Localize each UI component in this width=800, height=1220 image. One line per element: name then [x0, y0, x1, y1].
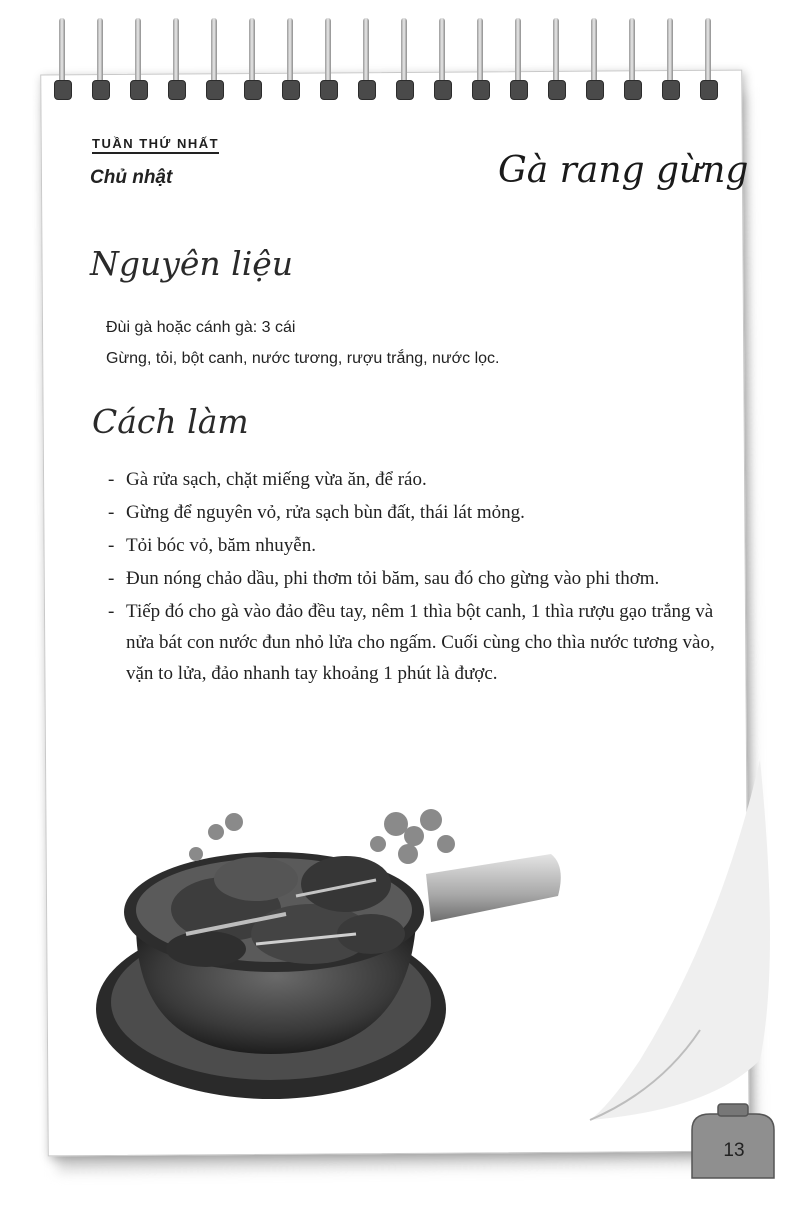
step-text: Đun nóng chảo dầu, phi thơm tỏi băm, sau đó cho gừng vào phi thơm. — [126, 568, 660, 589]
binding-ring — [660, 18, 680, 108]
page-curl — [560, 760, 790, 1130]
binding-ring — [128, 18, 148, 108]
page-number: 13 — [723, 1140, 745, 1161]
binding-ring — [622, 18, 642, 108]
dish-title: Gà rang gừng — [498, 150, 749, 191]
binding-ring — [280, 18, 300, 108]
binding-ring — [698, 18, 718, 108]
step-bullet: - — [108, 469, 115, 490]
ingredient-item: Gừng, tỏi, bột canh, nước tương, rượu trắng, nước lọc. — [106, 350, 500, 367]
spiral-binding — [52, 18, 732, 108]
method-heading: Cách làm — [92, 402, 249, 441]
step-text: Tỏi bóc vỏ, băm nhuyễn. — [126, 535, 316, 556]
binding-ring — [318, 18, 338, 108]
binding-ring — [52, 18, 72, 108]
step-bullet: - — [108, 502, 115, 523]
week-label: TUẦN THỨ NHẤT — [92, 136, 219, 154]
binding-ring — [432, 18, 452, 108]
binding-ring — [166, 18, 186, 108]
step-bullet: - — [108, 601, 115, 622]
binding-ring — [204, 18, 224, 108]
step-bullet: - — [108, 568, 115, 589]
step-bullet: - — [108, 535, 115, 556]
step-text: Gừng để nguyên vỏ, rửa sạch bùn đất, thái lát mỏng. — [126, 502, 525, 523]
method-steps — [108, 464, 728, 691]
method-step — [108, 563, 728, 594]
ingredients-heading: Nguyên liệu — [90, 244, 294, 283]
binding-ring — [546, 18, 566, 108]
method-step — [108, 464, 728, 495]
binding-ring — [242, 18, 262, 108]
step-text: Tiếp đó cho gà vào đảo đều tay, nêm 1 thìa bột canh, 1 thìa rượu gạo trắng và nửa bát con nước đun nhỏ lửa cho ngấm. Cuối cùng cho thìa nước tương vào, vặn to lửa, đảo nhanh tay khoảng 1 phút là được. — [126, 601, 715, 684]
step-text: Gà rửa sạch, chặt miếng vừa ăn, để ráo. — [126, 469, 427, 490]
ingredient-item: Đùi gà hoặc cánh gà: 3 cái — [106, 319, 296, 336]
binding-ring — [470, 18, 490, 108]
binding-ring — [584, 18, 604, 108]
binding-ring — [356, 18, 376, 108]
ingredients-list — [106, 312, 499, 374]
method-step — [108, 596, 728, 689]
binding-ring — [90, 18, 110, 108]
binding-ring — [394, 18, 414, 108]
dish-photo — [96, 784, 586, 1114]
method-step — [108, 497, 728, 528]
day-label: Chủ nhật — [90, 167, 173, 188]
binding-ring — [508, 18, 528, 108]
method-step — [108, 530, 728, 561]
